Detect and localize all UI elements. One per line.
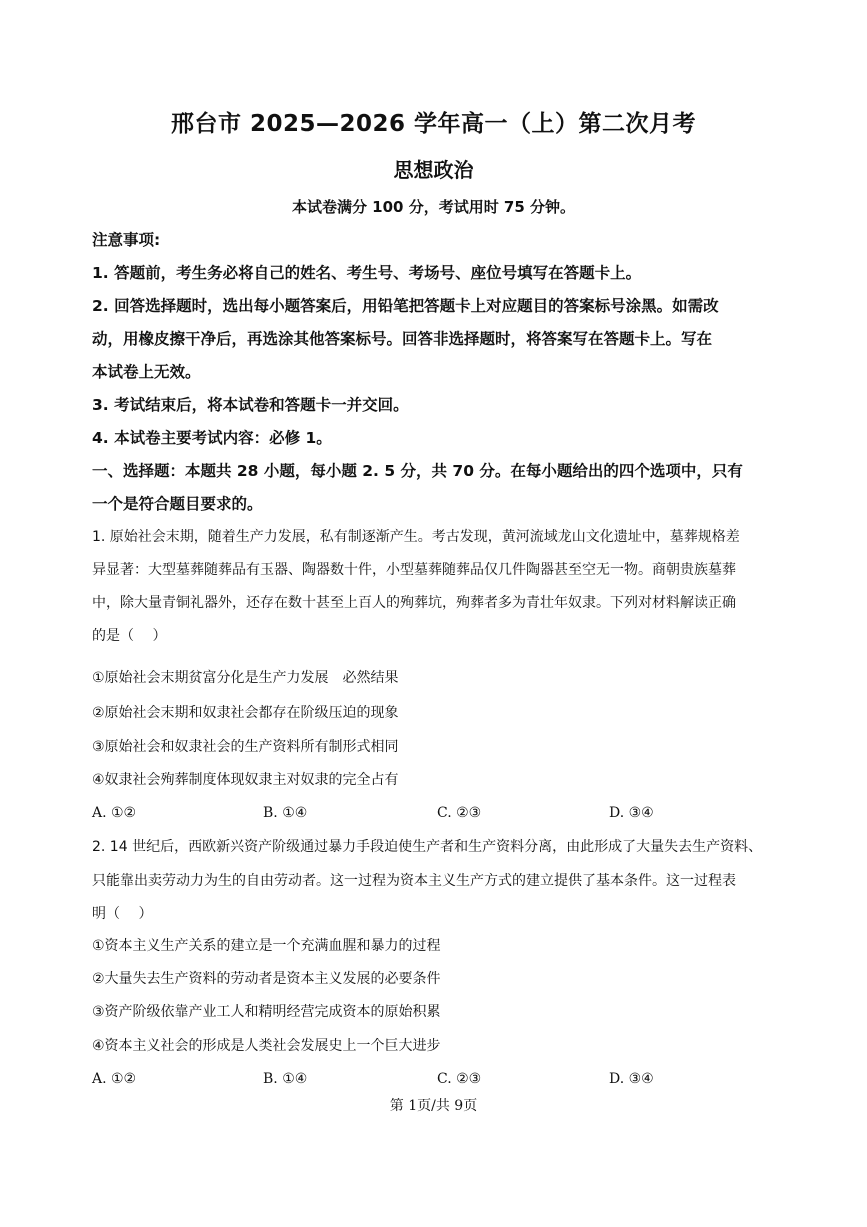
section-heading-cont: 一个是符合题目要求的。 bbox=[92, 495, 263, 513]
question-2-line-3: 明（ ） bbox=[92, 906, 153, 922]
question-2-choice-c: C. ②③ bbox=[437, 1071, 482, 1087]
notice-item-4: 4. 本试卷主要考试内容：必修 1。 bbox=[92, 429, 332, 447]
question-1-option-4: ④奴隶社会殉葬制度体现奴隶主对奴隶的完全占有 bbox=[92, 772, 399, 788]
question-1-option-2: ②原始社会末期和奴隶社会都存在阶级压迫的现象 bbox=[92, 705, 399, 721]
question-1-line-2: 异显著：大型墓葬随葬品有玉器、陶器数十件，小型墓葬随葬品仅几件陶器甚至空无一物。商朝贵族墓葬 bbox=[92, 562, 736, 578]
question-1-line-4: 的是（ ） bbox=[92, 628, 167, 644]
subject-title: 思想政治 bbox=[393, 158, 474, 182]
section-heading: 一、选择题：本题共 28 小题，每小题 2. 5 分，共 70 分。在每小题给出的四个选项中，只有 bbox=[92, 462, 743, 480]
notice-item-2-cont: 动，用橡皮擦干净后，再选涂其他答案标号。回答非选择题时，将答案写在答题卡上。写在 bbox=[92, 330, 713, 348]
notice-heading: 注意事项: bbox=[92, 231, 161, 249]
question-2-choice-b: B. ①④ bbox=[263, 1071, 308, 1087]
question-1-line-1: 1. 原始社会末期，随着生产力发展，私有制逐渐产生。考古发现，黄河流域龙山文化遗址中，墓葬规格差 bbox=[92, 529, 740, 545]
question-1-option-1: ①原始社会末期贫富分化是生产力发展 必然结果 bbox=[92, 670, 399, 686]
question-1-choice-a: A. ①② bbox=[92, 805, 137, 821]
question-2-choice-d: D. ③④ bbox=[609, 1071, 654, 1087]
question-1-choice-c: C. ②③ bbox=[437, 805, 482, 821]
question-2-option-2: ②大量失去生产资料的劳动者是资本主义发展的必要条件 bbox=[92, 971, 441, 987]
page-number: 第 1页/共 9页 bbox=[389, 1098, 478, 1114]
question-1-choice-b: B. ①④ bbox=[263, 805, 308, 821]
question-2-line-1: 2. 14 世纪后，西欧新兴资产阶级通过暴力手段迫使生产者和生产资料分离，由此形成了大量失去生产资料、 bbox=[92, 839, 763, 855]
question-2-option-4: ④资本主义社会的形成是人类社会发展史上一个巨大进步 bbox=[92, 1038, 441, 1054]
exam-meta: 本试卷满分 100 分，考试用时 75 分钟。 bbox=[291, 198, 576, 216]
notice-item-3: 3. 考试结束后，将本试卷和答题卡一并交回。 bbox=[92, 396, 409, 414]
question-2-option-1: ①资本主义生产关系的建立是一个充满血腥和暴力的过程 bbox=[92, 938, 441, 954]
notice-item-1: 1. 答题前，考生务必将自己的姓名、考生号、考场号、座位号填写在答题卡上。 bbox=[92, 264, 642, 282]
notice-item-2: 2. 回答选择题时，选出每小题答案后，用铅笔把答题卡上对应题目的答案标号涂黑。如需改 bbox=[92, 297, 719, 315]
page-title: 邢台市 2025—2026 学年高一（上）第二次月考 bbox=[170, 111, 697, 137]
question-1-choice-d: D. ③④ bbox=[609, 805, 654, 821]
notice-item-2-end: 本试卷上无效。 bbox=[92, 363, 201, 381]
question-2-option-3: ③资产阶级依靠产业工人和精明经营完成资本的原始积累 bbox=[92, 1004, 441, 1020]
question-1-option-3: ③原始社会和奴隶社会的生产资料所有制形式相同 bbox=[92, 739, 399, 755]
question-2-line-2: 只能靠出卖劳动力为生的自由劳动者。这一过程为资本主义生产方式的建立提供了基本条件。这一过程表 bbox=[92, 873, 736, 889]
question-1-line-3: 中，除大量青铜礼器外，还存在数十甚至上百人的殉葬坑，殉葬者多为青壮年奴隶。下列对材料解读正确 bbox=[92, 595, 736, 611]
question-2-choice-a: A. ①② bbox=[92, 1071, 137, 1087]
